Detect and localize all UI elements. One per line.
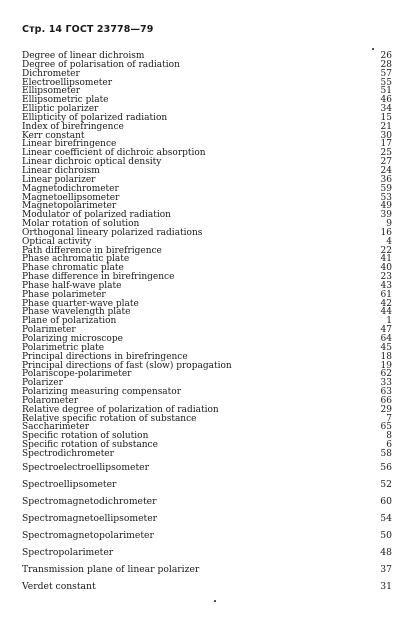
entry-term: Polarimeter xyxy=(22,325,76,336)
entry-page-number: 18 xyxy=(380,351,392,362)
entry-page-number: 15 xyxy=(380,112,392,123)
index-entry xyxy=(22,544,392,561)
entry-term: Magnetodichrometer xyxy=(22,183,119,194)
entry-page-number: 24 xyxy=(380,165,392,176)
entry-term: Transmission plane of linear polarizer xyxy=(22,563,200,575)
entry-term: Specific rotation of substance xyxy=(22,440,158,451)
entry-page-number: 34 xyxy=(380,104,392,115)
entry-term: Phase achromatic plate xyxy=(22,254,130,265)
entry-term: Linear dichroic optical density xyxy=(22,157,162,168)
entry-term: Polarizing measuring compensator xyxy=(22,387,182,398)
index-entry xyxy=(22,459,392,476)
entry-term: Molar rotation of solution xyxy=(22,219,140,230)
entry-page-number: 25 xyxy=(380,148,392,159)
entry-term: Principal directions in birefringence xyxy=(22,351,188,362)
entry-term: Specific rotation of solution xyxy=(22,431,149,442)
index-entry xyxy=(22,510,392,527)
index-entry xyxy=(22,561,392,578)
index-entry xyxy=(22,450,392,459)
entry-page-number: 54 xyxy=(380,512,392,524)
entry-term: Polarizer xyxy=(22,378,63,389)
entry-term: Dichrometer xyxy=(22,68,80,79)
entry-term: Optical activity xyxy=(22,236,92,247)
index-entry xyxy=(22,476,392,493)
entry-page-number: 31 xyxy=(380,580,392,592)
entry-page-number: 21 xyxy=(380,121,392,132)
entry-page-number: 39 xyxy=(380,210,392,221)
entry-page-number: 52 xyxy=(380,478,392,490)
entry-term: Verdet constant xyxy=(22,580,96,592)
entry-page-number: 47 xyxy=(380,325,392,336)
entry-page-number: 58 xyxy=(380,448,392,459)
entry-term: Saccharimeter xyxy=(22,422,90,433)
speck-bottom xyxy=(214,600,216,602)
entry-page-number: 66 xyxy=(380,395,392,406)
entry-term: Electroellipsometer xyxy=(22,77,113,88)
entry-page-number: 49 xyxy=(380,201,392,212)
entry-page-number: 56 xyxy=(380,461,392,473)
entry-term: Ellipsometer xyxy=(22,86,81,97)
entry-term: Principal directions of fast (slow) propagation xyxy=(22,360,232,371)
entry-term: Phase quarter-wave plate xyxy=(22,298,139,309)
entry-term: Spectroellipsometer xyxy=(22,478,117,490)
entry-page-number: 64 xyxy=(380,334,392,344)
entry-term: Orthogonal lineary polarized radiations xyxy=(22,227,203,238)
entry-term: Phase polarimeter xyxy=(22,289,106,300)
entry-term: Ellipsometric plate xyxy=(22,95,109,106)
entry-page-number: 45 xyxy=(380,342,392,353)
entry-term: Elliptic polarizer xyxy=(22,104,99,115)
entry-page-number: 42 xyxy=(380,298,392,309)
entry-page-number: 17 xyxy=(380,139,392,150)
entry-page-number: 55 xyxy=(380,77,392,88)
entry-page-number: 33 xyxy=(380,378,392,389)
entry-term: Spectromagnetopolarimeter xyxy=(22,529,154,541)
entry-term: Polarizing microscope xyxy=(22,334,123,344)
entry-page-number: 22 xyxy=(380,245,392,256)
entry-page-number: 44 xyxy=(380,307,392,318)
entry-page-number: 23 xyxy=(380,272,392,283)
speck-top xyxy=(372,48,374,50)
entry-term: Degree of linear dichroism xyxy=(22,51,145,61)
entry-term: Linear birefringence xyxy=(22,139,117,150)
entry-term: Path difference in birefrigence xyxy=(22,245,162,256)
entry-term: Relative degree of polarization of radiation xyxy=(22,404,219,415)
entry-page-number: 27 xyxy=(380,157,392,168)
entry-page-number: 9 xyxy=(386,219,392,230)
entry-page-number: 26 xyxy=(380,51,392,61)
entry-page-number: 28 xyxy=(380,59,392,70)
entry-term: Spectrodichrometer xyxy=(22,448,114,459)
entry-page-number: 50 xyxy=(380,529,392,541)
entry-term: Phase wavelength plate xyxy=(22,307,131,318)
entry-term: Phase half-wave plate xyxy=(22,280,122,291)
entry-term: Polariscope-polarimeter xyxy=(22,369,132,380)
entry-term: Degree of polarisation of radiation xyxy=(22,59,180,70)
entry-term: Spectromagnetodichrometer xyxy=(22,495,157,507)
entry-term: Relative specific rotation of substance xyxy=(22,413,197,424)
entry-page-number: 63 xyxy=(380,387,392,398)
entry-page-number: 62 xyxy=(380,369,392,380)
term-index-list xyxy=(22,52,392,595)
entry-page-number: 53 xyxy=(380,192,392,203)
entry-page-number: 43 xyxy=(380,280,392,291)
entry-page-number: 41 xyxy=(380,254,392,265)
index-entry xyxy=(22,370,392,379)
entry-term: Spectromagnetoellipsometer xyxy=(22,512,158,524)
entry-term: Plane of polarization xyxy=(22,316,117,327)
entry-term: Spectropolarimeter xyxy=(22,546,114,558)
page-header: Стр. 14 ГОСТ 23778—79 xyxy=(22,24,154,35)
entry-term: Spectroelectroellipsometer xyxy=(22,461,149,473)
entry-page-number: 60 xyxy=(380,495,392,507)
entry-term: Modulator of polarized radiation xyxy=(22,210,171,221)
entry-page-number: 36 xyxy=(380,174,392,185)
entry-page-number: 16 xyxy=(380,227,392,238)
entry-page-number: 19 xyxy=(380,360,392,371)
entry-page-number: 29 xyxy=(380,404,392,415)
entry-term: Magnetopolarimeter xyxy=(22,201,117,212)
index-entry xyxy=(22,578,392,595)
entry-term: Phase chromatic plate xyxy=(22,263,124,274)
entry-page-number: 57 xyxy=(380,68,392,79)
entry-term: Linear polarizer xyxy=(22,174,96,185)
entry-page-number: 1 xyxy=(386,316,392,327)
entry-term: Ellipticity of polarized radiation xyxy=(22,112,168,123)
entry-term: Polarimetric plate xyxy=(22,342,105,353)
entry-page-number: 51 xyxy=(380,86,392,97)
entry-page-number: 4 xyxy=(386,236,392,247)
entry-term: Index of birefringence xyxy=(22,121,124,132)
entry-term: Linear dichroism xyxy=(22,165,100,176)
entry-page-number: 30 xyxy=(380,130,392,141)
entry-page-number: 6 xyxy=(386,440,392,451)
index-entry xyxy=(22,493,392,510)
entry-term: Kerr constant xyxy=(22,130,85,141)
entry-term: Phase difference in birefringence xyxy=(22,272,175,283)
index-entry xyxy=(22,317,392,326)
entry-page-number: 61 xyxy=(380,289,392,300)
entry-page-number: 8 xyxy=(386,431,392,442)
entry-term: Linear coefficient of dichroic absorption xyxy=(22,148,206,159)
entry-term: Magnetoellipsometer xyxy=(22,192,120,203)
entry-page-number: 65 xyxy=(380,422,392,433)
entry-page-number: 40 xyxy=(380,263,392,274)
entry-page-number: 37 xyxy=(380,563,392,575)
index-entry xyxy=(22,527,392,544)
entry-page-number: 48 xyxy=(380,546,392,558)
entry-page-number: 59 xyxy=(380,183,392,194)
entry-page-number: 46 xyxy=(380,95,392,106)
entry-page-number: 7 xyxy=(386,413,392,424)
entry-term: Polarometer xyxy=(22,395,79,406)
